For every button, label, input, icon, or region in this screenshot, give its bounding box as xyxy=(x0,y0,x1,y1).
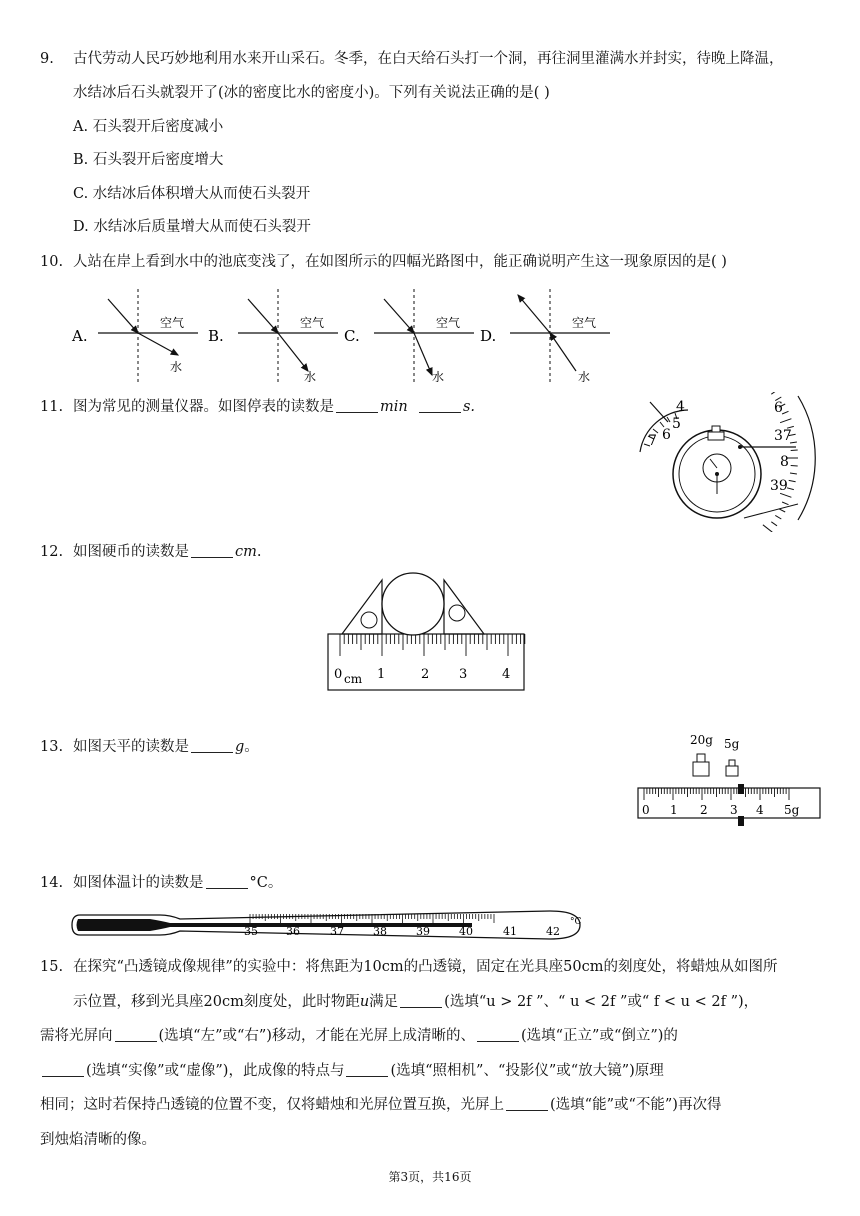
tick-mark xyxy=(790,473,797,474)
question-number: 14. xyxy=(40,875,64,891)
option-text: 石头裂开后密度增大 xyxy=(92,152,224,168)
diagram-a[interactable] xyxy=(71,289,198,383)
text: (选填“左”或“右”)移动，才能在光屏上成清晰的、 xyxy=(158,1028,475,1044)
punctuation: 。 xyxy=(267,875,283,891)
small-dial-label: 5 xyxy=(672,416,681,432)
text: 刻度处，此时物距 xyxy=(243,993,360,1010)
tick-mark xyxy=(789,480,796,481)
scale-label: 3 xyxy=(730,803,738,817)
thermometer-figure xyxy=(70,905,585,945)
question-text-line2: 水结冰后石头就裂开了(冰的密度比水的密度小)。下列有关说法正确的是( ) xyxy=(73,85,550,101)
question-line xyxy=(40,1088,830,1123)
option-c[interactable] xyxy=(73,184,310,204)
punctuation: 。 xyxy=(244,739,259,755)
question-number: 12. xyxy=(40,544,64,560)
text: 的刻度处，将蜡烛从如图所 xyxy=(603,959,778,975)
answer-blank-1[interactable] xyxy=(400,993,442,1008)
scale-label: 42 xyxy=(546,925,560,938)
air-label: 空气 xyxy=(160,316,185,330)
water-label: 水 xyxy=(578,370,591,384)
scale-label: 39 xyxy=(416,925,430,938)
text: 的凸透镜，固定在光具座 xyxy=(403,959,564,975)
ruler-label: 1 xyxy=(377,667,386,682)
tick-mark xyxy=(771,392,777,394)
answer-blank-3[interactable] xyxy=(477,1027,519,1042)
ruler-label: 2 xyxy=(421,667,430,682)
answer-blank[interactable] xyxy=(191,738,233,753)
question-10 xyxy=(40,245,830,279)
text: 示位置，移到光具座 xyxy=(73,993,204,1010)
text: (选填“正立”或“倒立”)的 xyxy=(520,1028,678,1044)
question-number: 15. xyxy=(40,959,64,975)
scale-label: 5g xyxy=(784,803,800,817)
option-text: 石头裂开后密度减小 xyxy=(92,119,224,135)
text: 需将光屏向 xyxy=(40,1028,113,1044)
tick-mark xyxy=(791,466,798,467)
diagram-label: B. xyxy=(208,327,224,345)
diagram-label: D. xyxy=(480,327,497,345)
small-dial-label: 6 xyxy=(662,427,671,443)
tick-mark xyxy=(775,515,781,519)
scale-label: 1 xyxy=(670,803,678,817)
option-a[interactable] xyxy=(73,117,223,137)
scale-label: 35 xyxy=(244,925,258,938)
unit: °C xyxy=(249,875,268,891)
large-dial-label: 8 xyxy=(780,454,789,470)
scale-label: 41 xyxy=(503,925,517,938)
text: u xyxy=(359,993,370,1010)
weight-label: 5g xyxy=(724,737,740,751)
scale-label: 4 xyxy=(756,803,764,817)
option-text: 水结冰后质量增大从而使石头裂开 xyxy=(93,219,311,235)
unit: g xyxy=(235,739,245,755)
scale-label: 2 xyxy=(700,803,708,817)
balance-figure xyxy=(634,730,824,830)
question-9 xyxy=(40,42,830,110)
text: 10cm xyxy=(363,959,404,975)
option-letter: B. xyxy=(73,152,89,168)
diagram-b[interactable] xyxy=(208,289,338,384)
ruler-label: 4 xyxy=(502,667,511,682)
text: (选填“能”或“不能”)再次得 xyxy=(550,1097,722,1113)
question-line xyxy=(40,1054,830,1089)
tick-mark xyxy=(779,509,785,512)
text: 50cm xyxy=(563,959,604,975)
question-text-line1: 古代劳动人民巧妙地利用水来开山采石。冬季，在白天给石头打一个洞，再往洞里灌满水并封实，待晚上降温， xyxy=(73,51,784,67)
question-line xyxy=(40,1123,830,1158)
answer-blank-5[interactable] xyxy=(346,1062,388,1077)
question-text: 如图天平的读数是 xyxy=(73,739,189,755)
ruler-unit: cm xyxy=(344,672,363,686)
tick-mark xyxy=(782,502,788,505)
text: 满足 xyxy=(369,993,399,1010)
text: 到烛焰清晰的像。 xyxy=(40,1131,156,1148)
diagram-label: A. xyxy=(72,327,88,345)
text: 20cm xyxy=(203,993,244,1010)
text: (选填“u > 2f ”、“ u < 2f ”或“ f < u < 2f ”)， xyxy=(444,993,759,1010)
answer-blank-6[interactable] xyxy=(506,1096,548,1111)
scale-unit: °C xyxy=(570,917,582,927)
question-text: 如图硬币的读数是 xyxy=(73,544,189,560)
air-label: 空气 xyxy=(436,316,461,330)
answer-blank-s[interactable] xyxy=(419,398,461,413)
question-number: 11. xyxy=(40,399,64,415)
tick-mark xyxy=(791,450,798,451)
diagram-d[interactable] xyxy=(480,289,610,384)
question-14 xyxy=(40,866,830,900)
water-label: 水 xyxy=(432,370,445,384)
question-line xyxy=(40,1019,830,1054)
tick-mark xyxy=(780,419,791,423)
tick-mark xyxy=(787,488,794,490)
large-dial-label: 39 xyxy=(770,478,788,494)
water-label: 水 xyxy=(304,370,317,384)
option-letter: D. xyxy=(73,219,89,235)
scale-label: 37 xyxy=(330,925,344,938)
scale-label: 40 xyxy=(459,925,473,938)
coin-ruler-figure xyxy=(322,566,532,696)
water-label: 水 xyxy=(170,360,183,374)
tick-mark xyxy=(763,525,772,532)
question-line xyxy=(73,985,830,1020)
option-d[interactable] xyxy=(73,217,311,237)
question-line xyxy=(73,950,830,985)
unit-s: s. xyxy=(462,399,476,415)
option-b[interactable] xyxy=(73,150,223,170)
option-letter: C. xyxy=(73,186,89,202)
question-text: 人站在岸上看到水中的池底变浅了，在如图所示的四幅光路图中，能正确说明产生这一现象原因的是( ) xyxy=(73,254,727,270)
unit: cm xyxy=(235,544,257,560)
punctuation: . xyxy=(256,544,262,560)
question-number: 9. xyxy=(40,51,54,67)
question-text: 图为常见的测量仪器。如图停表的读数是 xyxy=(73,399,334,415)
question-text: 如图体温计的读数是 xyxy=(73,875,204,891)
ruler-label: 3 xyxy=(459,667,468,682)
scale-label: 36 xyxy=(286,925,300,938)
option-letter: A. xyxy=(73,119,89,135)
air-label: 空气 xyxy=(300,316,325,330)
question-12 xyxy=(40,535,830,569)
text: 在探究“凸透镜成像规律”的实验中：将焦距为 xyxy=(73,959,364,975)
question-number: 13. xyxy=(40,739,64,755)
small-dial-label: 7 xyxy=(648,433,657,449)
tick-mark xyxy=(771,522,777,526)
question-number: 10. xyxy=(40,254,64,270)
unit-min: min xyxy=(380,399,408,415)
small-dial-label: 4 xyxy=(676,399,685,415)
ruler-label: 0 xyxy=(334,667,343,682)
diagram-c[interactable] xyxy=(344,289,474,384)
scale-label: 0 xyxy=(642,803,650,817)
air-label: 空气 xyxy=(572,316,597,330)
answer-blank[interactable] xyxy=(206,874,248,889)
answer-blank-2[interactable] xyxy=(115,1027,157,1042)
answer-blank-min[interactable] xyxy=(336,398,378,413)
page-footer: 第3页，共16页 xyxy=(388,1170,472,1184)
diagram-label: C. xyxy=(344,327,360,345)
tick-mark xyxy=(782,411,788,414)
large-dial-label: 6 xyxy=(774,400,783,416)
question-15 xyxy=(40,950,830,1157)
light-path-diagrams xyxy=(70,285,630,390)
option-text: 水结冰后体积增大从而使石头裂开 xyxy=(92,186,311,202)
text: 相同；这时若保持凸透镜的位置不变，仅将蜡烛和光屏位置互换，光屏上 xyxy=(40,1097,504,1113)
text: (选填“实像”或“虚像”)，此成像的特点与 xyxy=(86,1062,345,1079)
answer-blank[interactable] xyxy=(191,543,233,558)
weight-label: 20g xyxy=(690,733,713,747)
text: (选填“照相机”、“投影仪”或“放大镜”)原理 xyxy=(390,1062,664,1079)
large-dial-label: 37 xyxy=(774,428,792,444)
answer-blank-4[interactable] xyxy=(42,1062,84,1077)
stopwatch-figure xyxy=(630,392,840,532)
scale-label: 38 xyxy=(373,925,387,938)
